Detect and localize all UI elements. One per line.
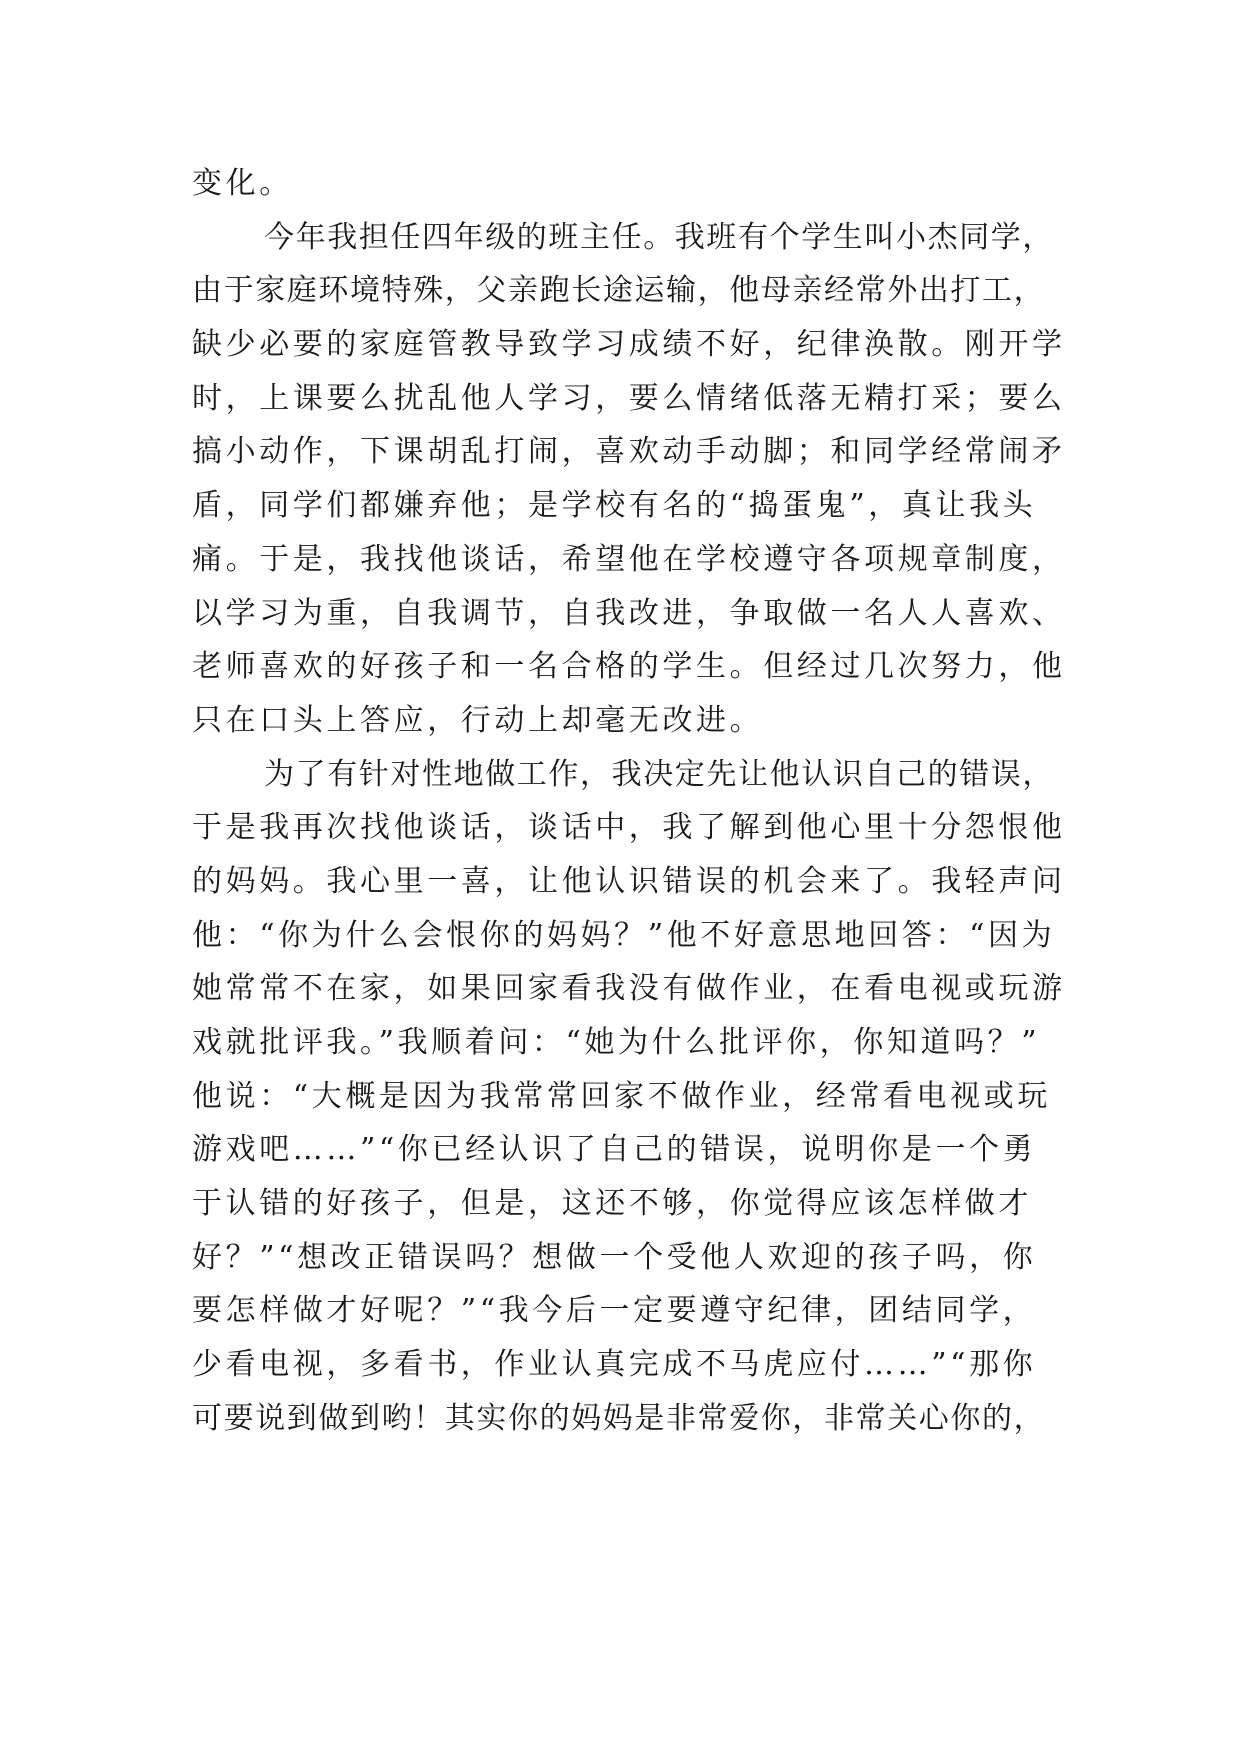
text-line: 缺少必要的家庭管教导致学习成绩不好，纪律涣散。刚开学 (192, 327, 1066, 363)
text-line: 游戏吧……”“你已经认识了自己的错误，说明你是一个勇 (192, 1132, 1037, 1168)
text-line: 搞小动作，下课胡乱打闹，喜欢动手动脚；和同学经常闹矛 (192, 434, 1066, 470)
text-line: 的妈妈。我心里一喜，让他认识错误的机会来了。我轻声问 (192, 863, 1066, 899)
text-line: 他：“你为什么会恨你的妈妈？”他不好意思地回答：“因为 (192, 917, 1056, 953)
text-line: 好？”“想改正错误吗？想做一个受他人欢迎的孩子吗，你 (192, 1239, 1037, 1275)
text-line: 只在口头上答应，行动上却毫无改进。 (192, 702, 764, 738)
text-line: 她常常不在家，如果回家看我没有做作业，在看电视或玩游 (192, 971, 1066, 1007)
body-text (192, 157, 1072, 1446)
text-line: 以学习为重，自我调节，自我改进，争取做一名人人喜欢、 (192, 595, 1066, 631)
text-line: 于是我再次找他谈话，谈话中，我了解到他心里十分怨恨他 (192, 810, 1066, 846)
text-line: 于认错的好孩子，但是，这还不够，你觉得应该怎样做才 (192, 1186, 1032, 1222)
paragraph-start-line: 今年我担任四年级的班主任。我班有个学生叫小杰同学， (264, 219, 1054, 255)
text-line: 少看电视，多看书，作业认真完成不马虎应付……”“那你 (192, 1347, 1037, 1383)
text-line: 可要说到做到哟！其实你的妈妈是非常爱你，非常关心你的， (192, 1400, 1046, 1436)
text-line: 老师喜欢的好孩子和一名合格的学生。但经过几次努力，他 (192, 649, 1066, 685)
text-line: 他说：“大概是因为我常常回家不做作业，经常看电视或玩 (192, 1078, 1051, 1114)
text-line: 时，上课要么扰乱他人学习，要么情绪低落无精打采；要么 (192, 380, 1066, 416)
text-line: 由于家庭环境特殊，父亲跑长途运输，他母亲经常外出打工， (192, 273, 1046, 309)
text-line: 盾，同学们都嫌弃他；是学校有名的“捣蛋鬼”，真让我头 (192, 488, 1037, 524)
paragraph-start-line: 为了有针对性地做工作，我决定先让他认识自己的错误， (264, 756, 1054, 792)
text-line: 戏就批评我。”我顺着问：“她为什么批评你，你知道吗？” (192, 1025, 1041, 1060)
text-line: 变化。 (192, 166, 293, 201)
text-line: 要怎样做才好呢？”“我今后一定要遵守纪律，团结同学， (192, 1293, 1037, 1329)
text-line: 痛。于是，我找他谈话，希望他在学校遵守各项规章制度， (192, 541, 1066, 577)
